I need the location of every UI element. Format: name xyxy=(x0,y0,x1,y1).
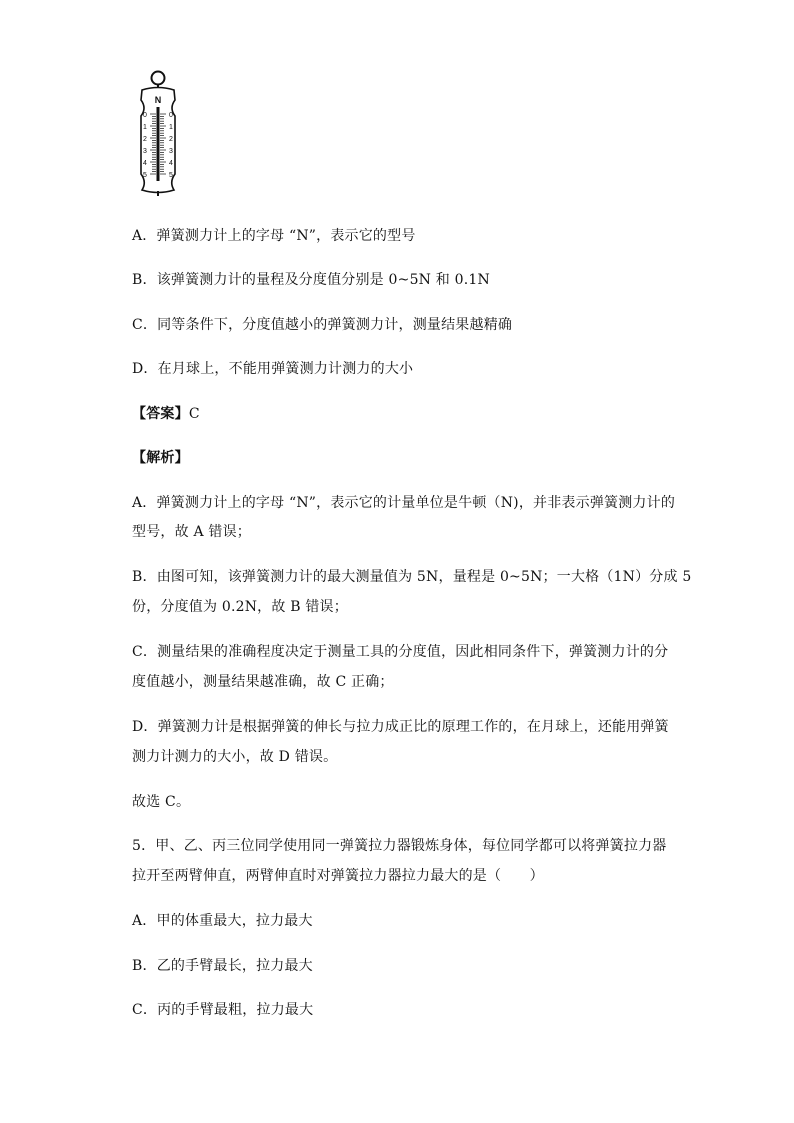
scale-right-3: 3 xyxy=(169,148,173,155)
scale-right-5: 5 xyxy=(169,172,173,179)
analysis-b-line-1: B．由图可知，该弹簧测力计的最大测量值为 5N，量程是 0~5N；一大格（1N）分成 5 xyxy=(132,569,692,585)
q4-option-b: B．该弹簧测力计的量程及分度值分别是 0~5N 和 0.1N xyxy=(132,272,490,288)
unit-label: N xyxy=(154,95,162,105)
analysis-c-line-1: C．测量结果的准确程度决定于测量工具的分度值，因此相同条件下，弹簧测力计的分 xyxy=(132,644,669,660)
answer-label: 【答案】 xyxy=(132,406,189,422)
analysis-a-line-2: 型号，故 A 错误； xyxy=(132,524,252,540)
answer-value: C xyxy=(188,406,200,422)
q5-stem-line-2: 拉开至两臂伸直，两臂伸直时对弹簧拉力器拉力最大的是（ ） xyxy=(132,868,544,884)
scale-left-1: 1 xyxy=(143,124,147,131)
scale-left-2: 2 xyxy=(143,136,147,143)
scale-rod xyxy=(157,107,160,181)
q4-option-a: A．弹簧测力计上的字母 “N”，表示它的型号 xyxy=(132,228,416,244)
answer-line xyxy=(132,404,692,424)
q5-stem-line-1: 5．甲、乙、丙三位同学使用同一弹簧拉力器锻炼身体，每位同学都可以将弹簧拉力器 xyxy=(132,838,667,854)
q5-option-b: B．乙的手臂最长，拉力最大 xyxy=(132,958,313,974)
scale-ring xyxy=(152,72,165,85)
scale-right-0: 0 xyxy=(169,112,173,119)
q5-option-a: A．甲的体重最大，拉力最大 xyxy=(132,913,313,929)
analysis-c-line-2: 度值越小，测量结果越准确，故 C 正确； xyxy=(132,674,394,690)
scale-left-5: 5 xyxy=(143,172,147,179)
q4-option-d: D．在月球上，不能用弹簧测力计测力的大小 xyxy=(132,361,414,377)
scale-left-0: 0 xyxy=(143,112,147,119)
analysis-label: 【解析】 xyxy=(132,450,189,466)
scale-left-3: 3 xyxy=(143,148,147,155)
analysis-b-line-2: 份，分度值为 0.2N，故 B 错误； xyxy=(132,599,348,615)
scale-right-4: 4 xyxy=(169,160,173,167)
analysis-d-line-1: D．弹簧测力计是根据弹簧的伸长与拉力成正比的原理工作的，在月球上，还能用弹簧 xyxy=(132,719,669,735)
analysis-d-line-2: 测力计测力的大小，故 D 错误。 xyxy=(132,749,338,765)
analysis-a-line-1: A．弹簧测力计上的字母 “N”，表示它的计量单位是牛顿（N)，并非表示弹簧测力计的 xyxy=(132,495,676,511)
q4-option-c: C．同等条件下，分度值越小的弹簧测力计，测量结果越精确 xyxy=(132,317,513,333)
q5-option-c: C．丙的手臂最粗，拉力最大 xyxy=(132,1002,314,1018)
spring-scale-figure xyxy=(136,70,180,196)
scale-right-2: 2 xyxy=(169,136,173,143)
scale-right-1: 1 xyxy=(169,124,173,131)
scale-left-4: 4 xyxy=(143,160,147,167)
conclusion: 故选 C。 xyxy=(132,794,191,810)
